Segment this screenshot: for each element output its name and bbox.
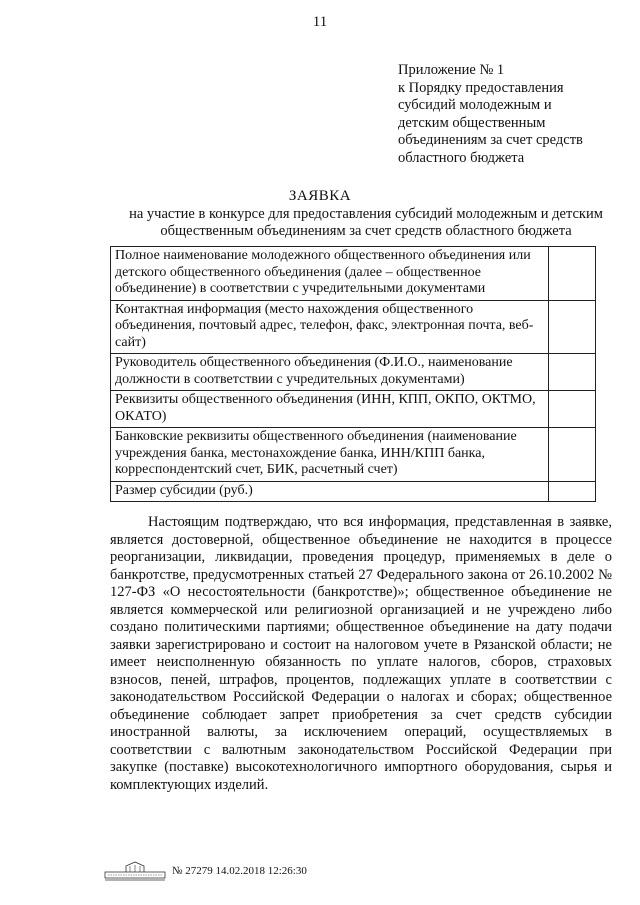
row-label: Реквизиты общественного объединения (ИНН, КПП, ОКПО, ОКТМО, ОКАТО)	[111, 391, 549, 428]
appendix-line: к Порядку предоставления	[398, 79, 564, 96]
registration-footer	[104, 860, 307, 882]
row-value	[548, 428, 595, 482]
row-value	[548, 481, 595, 502]
row-value	[548, 391, 595, 428]
table-row	[111, 354, 596, 391]
appendix-line: объединениям за счет средств	[398, 132, 583, 148]
document-registry-stamp-icon	[104, 860, 166, 882]
appendix-line: субсидий молодежным и	[398, 97, 552, 113]
document-title: ЗАЯВКА	[288, 188, 352, 204]
row-label: Размер субсидии (руб.)	[111, 481, 549, 502]
row-label: Контактная информация (место нахождения общественного объединения, почтовый адрес, телефон, факс, электронная почта, веб-сайт)	[111, 300, 549, 354]
row-label: Полное наименование молодежного общественного объединения или детского общественного объединения (далее – общественное объединение) в соответствии с учредительными документами	[111, 247, 549, 301]
row-label: Банковские реквизиты общественного объединения (наименование учреждения банка, местонахождение банка, ИНН/КПП банка, корреспондентский счет, БИК, расчетный счет)	[111, 428, 549, 482]
table-row	[111, 391, 596, 428]
row-value	[548, 300, 595, 354]
row-value	[548, 354, 595, 391]
appendix-line: детским общественным	[398, 114, 546, 131]
row-label: Руководитель общественного объединения (Ф.И.О., наименование должности в соответствии с учредительных документами)	[111, 354, 549, 391]
appendix-line: Приложение № 1	[398, 62, 505, 78]
table-row	[111, 481, 596, 502]
page-number: 11	[312, 14, 328, 30]
document-number: № 27279 14.02.2018 12:26:30	[172, 865, 307, 877]
table-row	[111, 300, 596, 354]
table-row	[111, 428, 596, 482]
appendix-line: областного бюджета	[398, 149, 525, 166]
application-table	[110, 246, 596, 502]
confirmation-paragraph: Настоящим подтверждаю, что вся информация, представленная в заявке, является достоверной, общественное объединение не находится в процессе реорганизации, ликвидации, проведения процедур, применяемых в деле о банкротстве, предусмотренных статьей 27 Федерального закона от 26.10.2002 № 127-ФЗ «О несостоятельности (банкротстве)»; общественное объединение не является коммерческой или религиозной организацией и не учреждено либо создано политическими партиями; общественное объединение на дату подачи заявки зарегистрировано и состоит на налоговом учете в Рязанской области; не имеет неисполненную обязанность по уплате налогов, сборов, страховых взносов, пеней, штрафов, процентов, подлежащих уплате в соответствии с законодательством Российской Федерации о налогах и сборах; общественное объединение соблюдает запрет приобретения за счет средств субсидии иностранной валюты, за исключением операций, осуществляемых в соответствии с валютным законодательством Российской Федерации при закупке (поставке) высокотехнологичного импортного оборудования, сырья и комплектующих изделий.	[110, 514, 612, 793]
table-row	[111, 247, 596, 301]
document-subtitle: на участие в конкурсе для предоставления субсидий молодежным и детским общественным объединениям за счет средств областного бюджета	[129, 206, 603, 239]
row-value	[548, 247, 595, 301]
appendix-note	[398, 62, 583, 167]
